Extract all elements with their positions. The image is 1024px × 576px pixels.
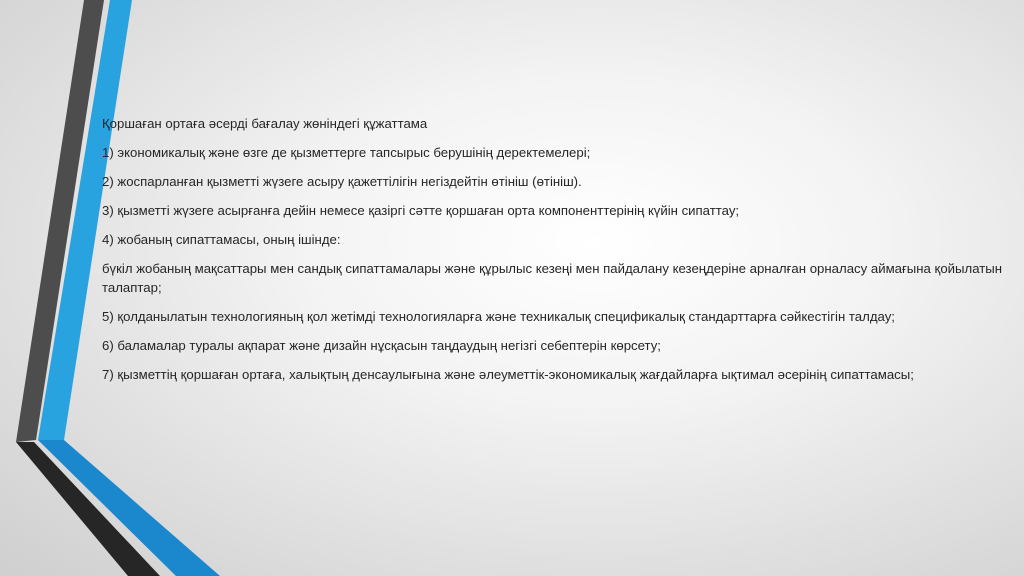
list-item-5: 5) қолданылатын технологияның қол жетімді технологияларға және техникалық спецификалық стандарттарға сәйкестігін талдау; bbox=[102, 309, 895, 324]
list-item-7: 7) қызметтің қоршаған ортаға, халықтың денсаулығына және әлеуметтік-экономикалық жағдайларға ықтимал әсерінің сипаттамасы; bbox=[102, 367, 914, 382]
list-item-2: 2) жоспарланған қызметті жүзеге асыру қажеттілігін негіздейтін өтініш (өтініш). bbox=[102, 174, 582, 189]
list-item-4: 4) жобаның сипаттамасы, оның ішінде: bbox=[102, 232, 341, 247]
slide-title: Қоршаған ортаға әсерді бағалау жөніндегі құжаттама bbox=[102, 116, 428, 131]
slide-content bbox=[102, 114, 1018, 394]
list-item-4-detail: бүкіл жобаның мақсаттары мен сандық сипаттамалары және құрылыс кезеңі мен пайдалану кезеңдеріне арналған орналасу аймағына қойылатын талаптар; bbox=[102, 261, 1003, 295]
list-item-6: 6) баламалар туралы ақпарат және дизайн нұсқасын таңдаудың негізгі себептерін көрсету; bbox=[102, 338, 661, 353]
list-item-3: 3) қызметті жүзеге асырғанға дейін немесе қазіргі сәтте қоршаған орта компоненттерінің күйін сипаттау; bbox=[102, 203, 740, 218]
list-item-1: 1) экономикалық және өзге де қызметтерге тапсырыс берушінің деректемелері; bbox=[102, 145, 591, 160]
